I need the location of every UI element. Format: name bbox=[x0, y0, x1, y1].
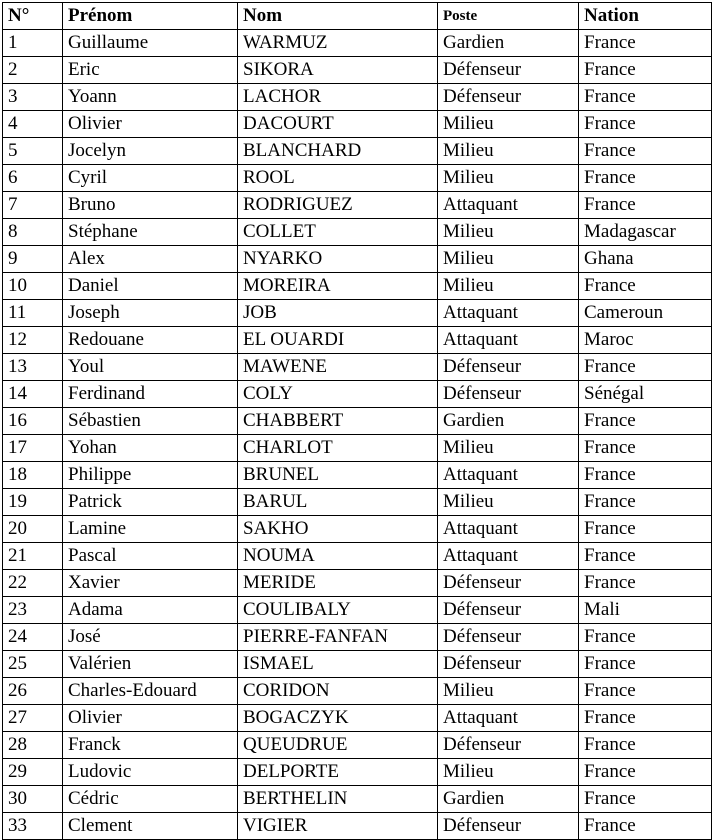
table-row bbox=[3, 651, 712, 678]
table-row bbox=[3, 273, 712, 300]
cell-first-name: Cyril bbox=[63, 165, 238, 192]
cell-last-name: JOB bbox=[238, 300, 438, 327]
cell-number: 13 bbox=[3, 354, 63, 381]
cell-last-name: LACHOR bbox=[238, 84, 438, 111]
cell-last-name: QUEUDRUE bbox=[238, 732, 438, 759]
cell-nation: France bbox=[579, 624, 712, 651]
cell-position: Défenseur bbox=[438, 84, 579, 111]
cell-number: 18 bbox=[3, 462, 63, 489]
cell-nation: France bbox=[579, 462, 712, 489]
cell-first-name: Alex bbox=[63, 246, 238, 273]
cell-last-name: ISMAEL bbox=[238, 651, 438, 678]
cell-first-name: Olivier bbox=[63, 111, 238, 138]
cell-position: Attaquant bbox=[438, 516, 579, 543]
cell-number: 19 bbox=[3, 489, 63, 516]
table-row bbox=[3, 327, 712, 354]
table-row bbox=[3, 435, 712, 462]
cell-last-name: SAKHO bbox=[238, 516, 438, 543]
cell-position: Défenseur bbox=[438, 597, 579, 624]
cell-last-name: NOUMA bbox=[238, 543, 438, 570]
cell-number: 28 bbox=[3, 732, 63, 759]
cell-nation: France bbox=[579, 435, 712, 462]
cell-first-name: Guillaume bbox=[63, 30, 238, 57]
cell-number: 3 bbox=[3, 84, 63, 111]
cell-position: Défenseur bbox=[438, 57, 579, 84]
cell-first-name: Cédric bbox=[63, 786, 238, 813]
cell-position: Défenseur bbox=[438, 651, 579, 678]
cell-position: Défenseur bbox=[438, 570, 579, 597]
table-row bbox=[3, 111, 712, 138]
table-row bbox=[3, 570, 712, 597]
cell-last-name: ROOL bbox=[238, 165, 438, 192]
cell-number: 25 bbox=[3, 651, 63, 678]
cell-first-name: Yoann bbox=[63, 84, 238, 111]
cell-last-name: BOGACZYK bbox=[238, 705, 438, 732]
cell-position: Défenseur bbox=[438, 354, 579, 381]
cell-number: 24 bbox=[3, 624, 63, 651]
cell-position: Milieu bbox=[438, 435, 579, 462]
cell-position: Attaquant bbox=[438, 543, 579, 570]
cell-first-name: Eric bbox=[63, 57, 238, 84]
cell-position: Milieu bbox=[438, 678, 579, 705]
cell-number: 29 bbox=[3, 759, 63, 786]
cell-number: 4 bbox=[3, 111, 63, 138]
cell-number: 11 bbox=[3, 300, 63, 327]
cell-position: Milieu bbox=[438, 273, 579, 300]
cell-last-name: NYARKO bbox=[238, 246, 438, 273]
cell-position: Milieu bbox=[438, 246, 579, 273]
cell-first-name: Charles-Edouard bbox=[63, 678, 238, 705]
cell-position: Défenseur bbox=[438, 381, 579, 408]
cell-number: 2 bbox=[3, 57, 63, 84]
cell-first-name: Adama bbox=[63, 597, 238, 624]
cell-first-name: Sébastien bbox=[63, 408, 238, 435]
cell-first-name: Ludovic bbox=[63, 759, 238, 786]
cell-last-name: PIERRE-FANFAN bbox=[238, 624, 438, 651]
cell-position: Attaquant bbox=[438, 192, 579, 219]
cell-nation: France bbox=[579, 408, 712, 435]
cell-position: Défenseur bbox=[438, 732, 579, 759]
cell-position: Gardien bbox=[438, 786, 579, 813]
table-row bbox=[3, 30, 712, 57]
cell-number: 17 bbox=[3, 435, 63, 462]
cell-position: Gardien bbox=[438, 30, 579, 57]
cell-number: 14 bbox=[3, 381, 63, 408]
cell-last-name: CHARLOT bbox=[238, 435, 438, 462]
cell-number: 26 bbox=[3, 678, 63, 705]
cell-first-name: Stéphane bbox=[63, 219, 238, 246]
table-row bbox=[3, 597, 712, 624]
cell-last-name: MAWENE bbox=[238, 354, 438, 381]
cell-nation: France bbox=[579, 354, 712, 381]
cell-position: Attaquant bbox=[438, 300, 579, 327]
cell-first-name: Joseph bbox=[63, 300, 238, 327]
cell-nation: France bbox=[579, 111, 712, 138]
table-row bbox=[3, 732, 712, 759]
cell-nation: Ghana bbox=[579, 246, 712, 273]
header-last-name: Nom bbox=[238, 3, 438, 30]
cell-nation: France bbox=[579, 543, 712, 570]
cell-nation: France bbox=[579, 786, 712, 813]
table-row bbox=[3, 543, 712, 570]
cell-nation: France bbox=[579, 732, 712, 759]
cell-first-name: Lamine bbox=[63, 516, 238, 543]
table-row bbox=[3, 192, 712, 219]
cell-nation: France bbox=[579, 678, 712, 705]
table-row bbox=[3, 57, 712, 84]
cell-nation: Mali bbox=[579, 597, 712, 624]
cell-number: 8 bbox=[3, 219, 63, 246]
cell-nation: France bbox=[579, 570, 712, 597]
header-nation: Nation bbox=[579, 3, 712, 30]
table-row bbox=[3, 705, 712, 732]
table-row bbox=[3, 165, 712, 192]
cell-first-name: Valérien bbox=[63, 651, 238, 678]
cell-position: Attaquant bbox=[438, 462, 579, 489]
cell-nation: France bbox=[579, 30, 712, 57]
cell-number: 9 bbox=[3, 246, 63, 273]
cell-nation: France bbox=[579, 273, 712, 300]
cell-number: 21 bbox=[3, 543, 63, 570]
cell-nation: France bbox=[579, 813, 712, 840]
cell-number: 30 bbox=[3, 786, 63, 813]
player-roster-table bbox=[2, 2, 712, 840]
table-row bbox=[3, 489, 712, 516]
cell-first-name: Daniel bbox=[63, 273, 238, 300]
cell-nation: Madagascar bbox=[579, 219, 712, 246]
table-row bbox=[3, 813, 712, 840]
cell-nation: Maroc bbox=[579, 327, 712, 354]
cell-position: Défenseur bbox=[438, 813, 579, 840]
cell-position: Attaquant bbox=[438, 705, 579, 732]
cell-nation: France bbox=[579, 84, 712, 111]
cell-nation: France bbox=[579, 57, 712, 84]
header-row bbox=[3, 3, 712, 30]
table-row bbox=[3, 138, 712, 165]
cell-last-name: COLY bbox=[238, 381, 438, 408]
table-row bbox=[3, 516, 712, 543]
cell-last-name: SIKORA bbox=[238, 57, 438, 84]
table-row bbox=[3, 462, 712, 489]
cell-nation: France bbox=[579, 705, 712, 732]
cell-number: 6 bbox=[3, 165, 63, 192]
cell-first-name: Xavier bbox=[63, 570, 238, 597]
cell-position: Gardien bbox=[438, 408, 579, 435]
table-row bbox=[3, 300, 712, 327]
cell-last-name: BLANCHARD bbox=[238, 138, 438, 165]
table-row bbox=[3, 759, 712, 786]
cell-last-name: BERTHELIN bbox=[238, 786, 438, 813]
cell-nation: France bbox=[579, 651, 712, 678]
cell-first-name: Philippe bbox=[63, 462, 238, 489]
cell-position: Milieu bbox=[438, 138, 579, 165]
cell-number: 1 bbox=[3, 30, 63, 57]
cell-last-name: DACOURT bbox=[238, 111, 438, 138]
header-first-name: Prénom bbox=[63, 3, 238, 30]
cell-first-name: Patrick bbox=[63, 489, 238, 516]
cell-last-name: CHABBERT bbox=[238, 408, 438, 435]
cell-position: Milieu bbox=[438, 219, 579, 246]
table-row bbox=[3, 246, 712, 273]
cell-number: 5 bbox=[3, 138, 63, 165]
cell-nation: France bbox=[579, 489, 712, 516]
cell-number: 27 bbox=[3, 705, 63, 732]
cell-first-name: Pascal bbox=[63, 543, 238, 570]
cell-nation: Cameroun bbox=[579, 300, 712, 327]
cell-number: 23 bbox=[3, 597, 63, 624]
cell-last-name: BRUNEL bbox=[238, 462, 438, 489]
cell-first-name: Youl bbox=[63, 354, 238, 381]
table-row bbox=[3, 381, 712, 408]
cell-last-name: EL OUARDI bbox=[238, 327, 438, 354]
cell-first-name: Jocelyn bbox=[63, 138, 238, 165]
cell-position: Milieu bbox=[438, 489, 579, 516]
cell-last-name: DELPORTE bbox=[238, 759, 438, 786]
cell-first-name: Clement bbox=[63, 813, 238, 840]
cell-last-name: MERIDE bbox=[238, 570, 438, 597]
cell-position: Défenseur bbox=[438, 624, 579, 651]
cell-last-name: COULIBALY bbox=[238, 597, 438, 624]
table-row bbox=[3, 678, 712, 705]
cell-first-name: José bbox=[63, 624, 238, 651]
cell-first-name: Redouane bbox=[63, 327, 238, 354]
cell-number: 7 bbox=[3, 192, 63, 219]
cell-position: Milieu bbox=[438, 111, 579, 138]
header-number: N° bbox=[3, 3, 63, 30]
cell-last-name: VIGIER bbox=[238, 813, 438, 840]
table-row bbox=[3, 219, 712, 246]
cell-last-name: BARUL bbox=[238, 489, 438, 516]
cell-position: Attaquant bbox=[438, 327, 579, 354]
cell-number: 12 bbox=[3, 327, 63, 354]
cell-nation: France bbox=[579, 165, 712, 192]
cell-nation: France bbox=[579, 192, 712, 219]
cell-number: 20 bbox=[3, 516, 63, 543]
cell-last-name: RODRIGUEZ bbox=[238, 192, 438, 219]
cell-nation: Sénégal bbox=[579, 381, 712, 408]
cell-number: 10 bbox=[3, 273, 63, 300]
cell-position: Milieu bbox=[438, 165, 579, 192]
cell-last-name: WARMUZ bbox=[238, 30, 438, 57]
table-row bbox=[3, 624, 712, 651]
cell-first-name: Bruno bbox=[63, 192, 238, 219]
table-row bbox=[3, 786, 712, 813]
cell-first-name: Franck bbox=[63, 732, 238, 759]
cell-last-name: MOREIRA bbox=[238, 273, 438, 300]
cell-last-name: COLLET bbox=[238, 219, 438, 246]
cell-first-name: Yohan bbox=[63, 435, 238, 462]
cell-last-name: CORIDON bbox=[238, 678, 438, 705]
cell-nation: France bbox=[579, 516, 712, 543]
cell-position: Milieu bbox=[438, 759, 579, 786]
cell-number: 33 bbox=[3, 813, 63, 840]
cell-first-name: Ferdinand bbox=[63, 381, 238, 408]
header-position: Poste bbox=[438, 3, 579, 30]
table-row bbox=[3, 84, 712, 111]
table-row bbox=[3, 354, 712, 381]
cell-number: 22 bbox=[3, 570, 63, 597]
cell-number: 16 bbox=[3, 408, 63, 435]
table-row bbox=[3, 408, 712, 435]
roster-body bbox=[3, 30, 712, 840]
cell-first-name: Olivier bbox=[63, 705, 238, 732]
cell-nation: France bbox=[579, 759, 712, 786]
cell-nation: France bbox=[579, 138, 712, 165]
